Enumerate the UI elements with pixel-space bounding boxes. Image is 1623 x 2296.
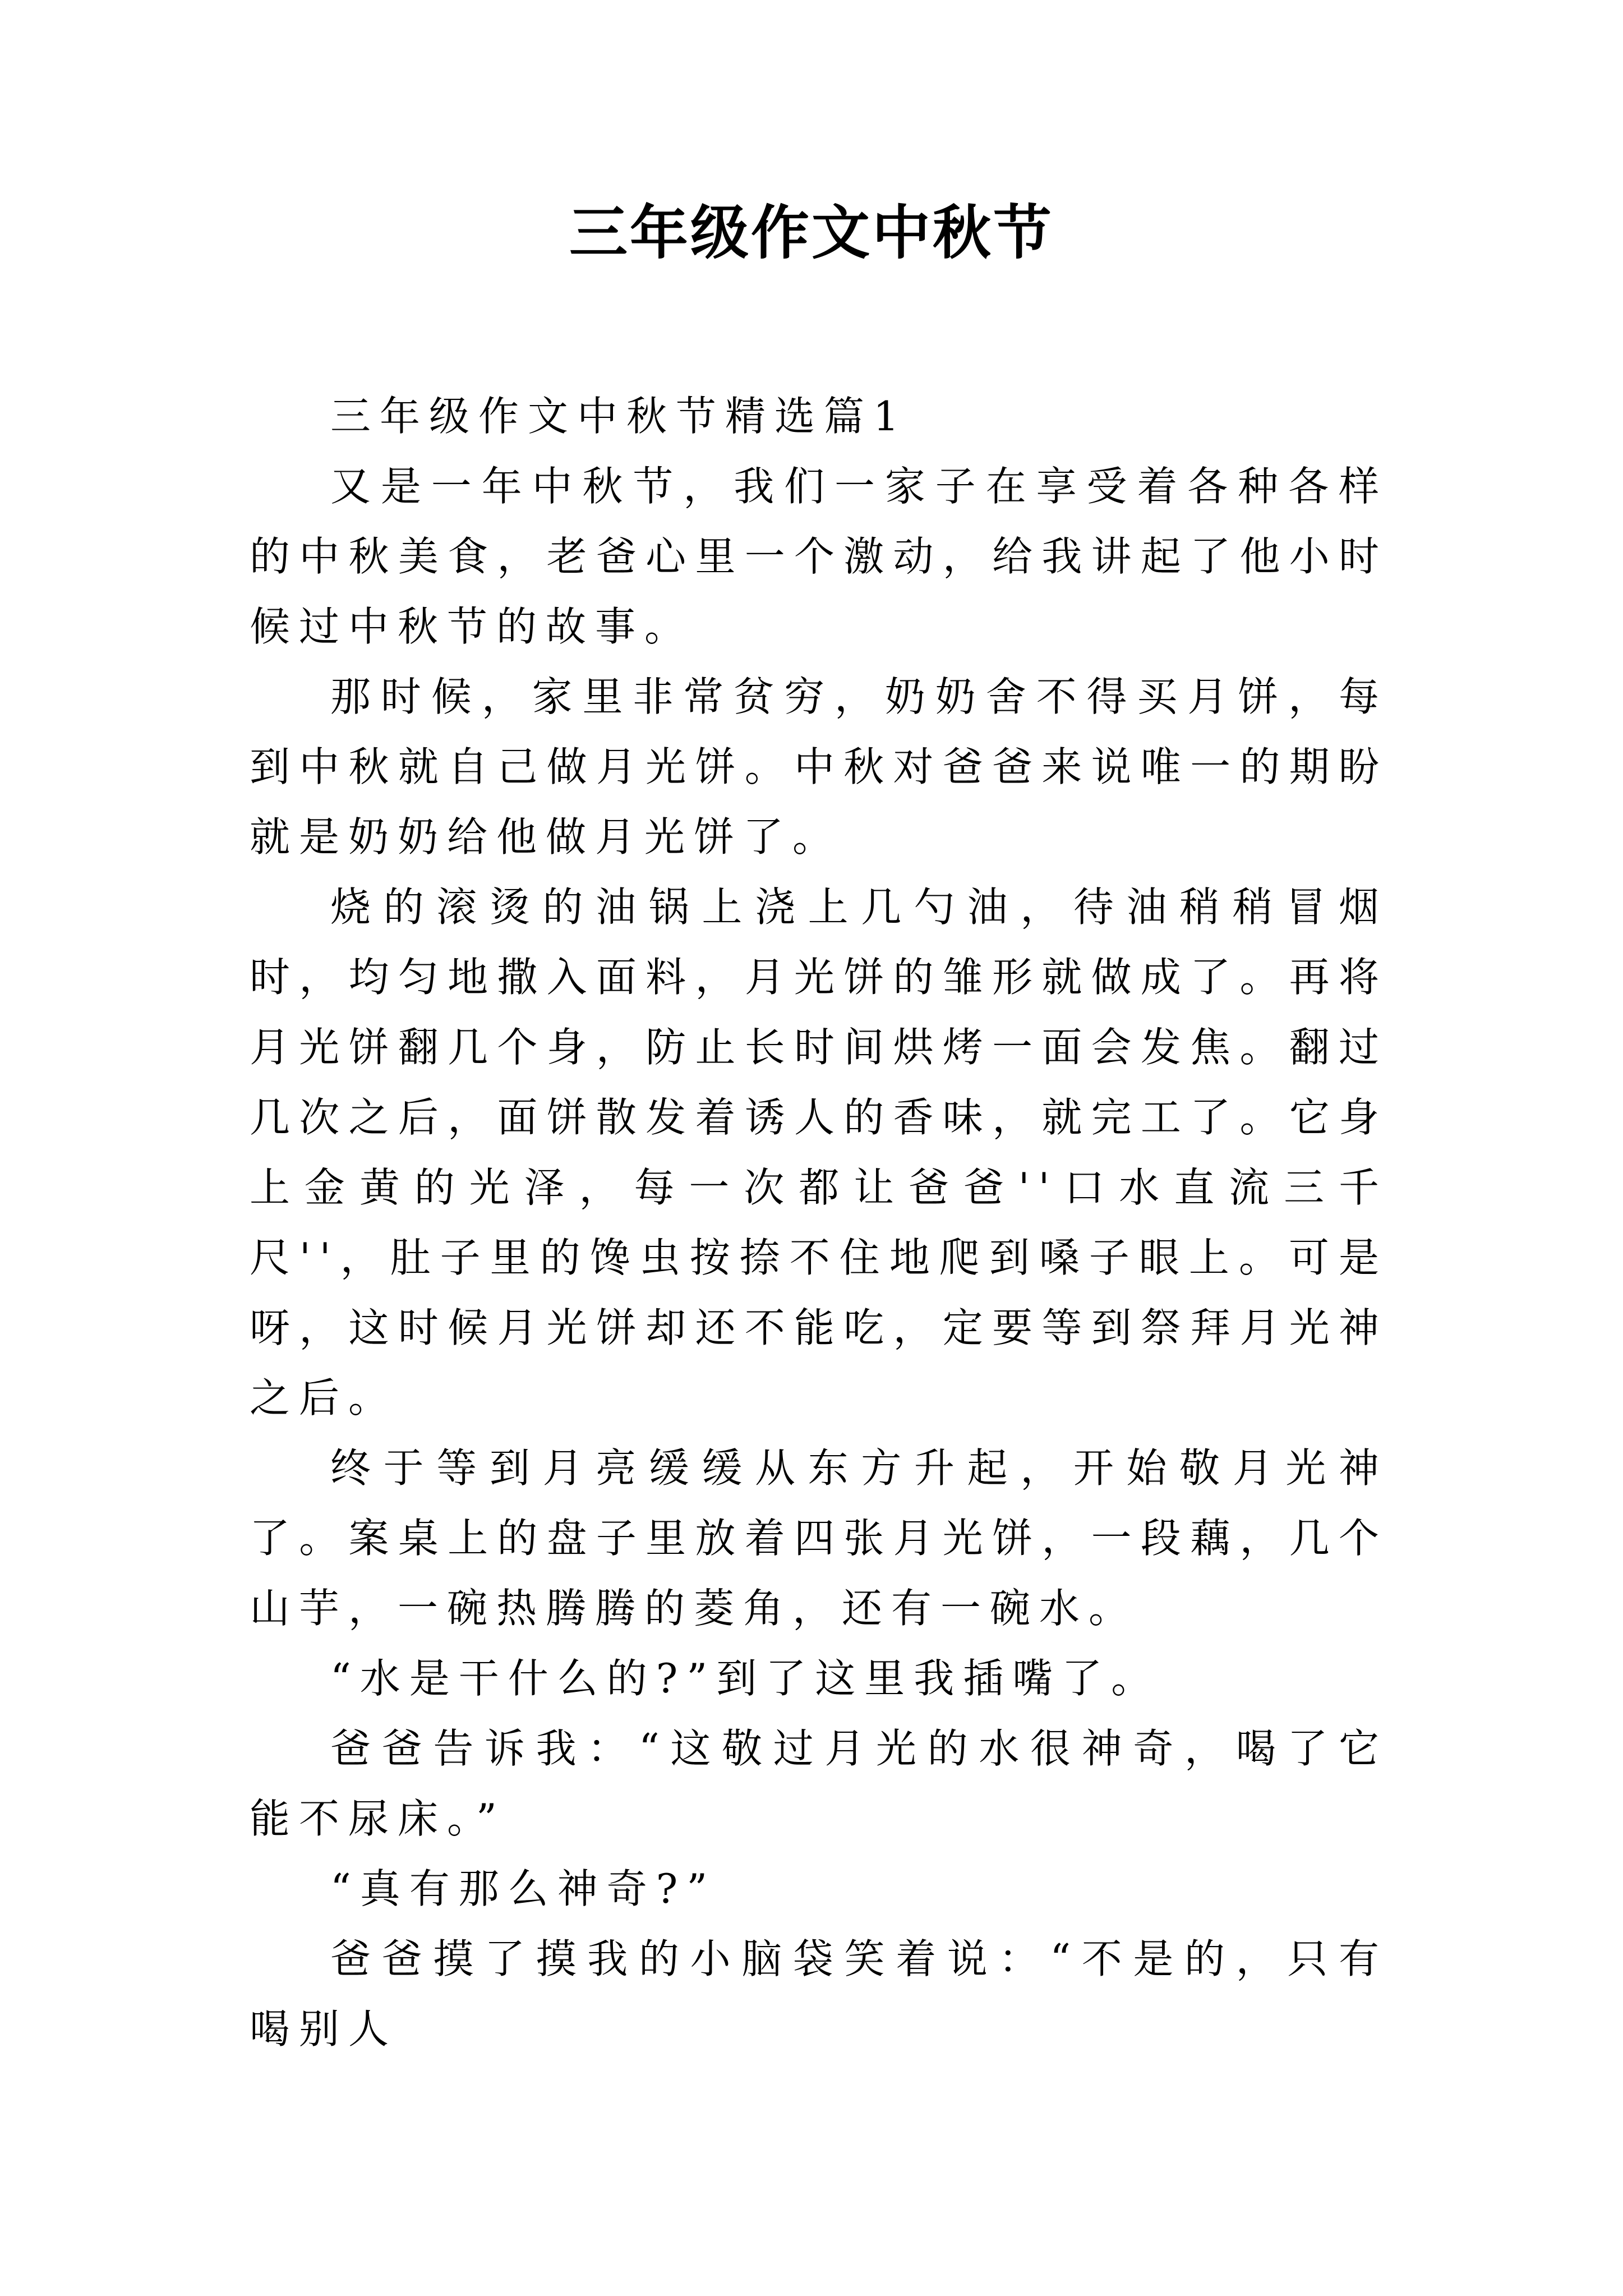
paragraph: 那时候，家里非常贫穷，奶奶舍不得买月饼，每到中秋就自己做月光饼。中秋对爸爸来说唯一的期盼就是奶奶给他做月光饼了。 xyxy=(250,673,1388,861)
paragraph-section-heading: 三年级作文中秋节精选篇1 xyxy=(330,393,908,440)
paragraph: 爸爸摸了摸我的小脑袋笑着说：“不是的，只有喝别人 xyxy=(250,1935,1388,2053)
paragraph: 烧的滚烫的油锅上浇上几勺油，待油稍稍冒烟时，均匀地撒入面料，月光饼的雏形就做成了。再将月光饼翻几个身，防止长时间烘烤一面会发焦。翻过几次之后，面饼散发着诱人的香味，就完工了。它身上金黄的光泽，每一次都让爸爸''口水直流三千尺''，肚子里的馋虫按捺不住地爬到嗓子眼上。可是呀，这时候月光饼却还不能吃，定要等到祭拜月光神之后。 xyxy=(250,884,1388,1421)
paragraph: 终于等到月亮缓缓从东方升起，开始敬月光神了。案桌上的盘子里放着四张月光饼，一段藕，几个山芋，一碗热腾腾的菱角，还有一碗水。 xyxy=(250,1444,1388,1632)
paragraph: 爸爸告诉我：“这敬过月光的水很神奇，喝了它能不尿床。” xyxy=(250,1725,1388,1842)
paragraph: “真有那么神奇?” xyxy=(330,1865,717,1912)
paragraph: 又是一年中秋节，我们一家子在享受着各种各样的中秋美食，老爸心里一个激动，给我讲起了他小时候过中秋节的故事。 xyxy=(250,463,1388,650)
document-body xyxy=(250,381,1388,2064)
document-title: 三年级作文中秋节 xyxy=(569,198,1054,267)
paragraph: “水是干什么的?”到了这里我插嘴了。 xyxy=(330,1655,1161,1702)
